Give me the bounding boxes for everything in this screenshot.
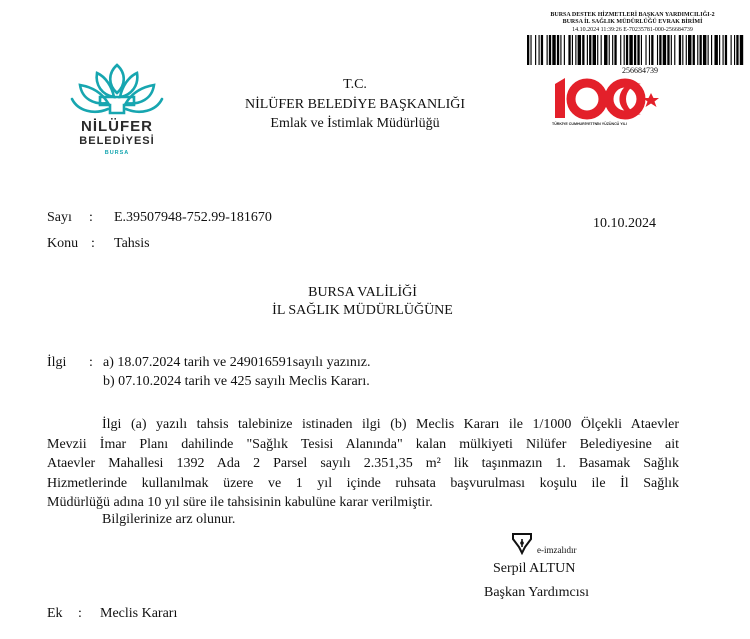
body-line: Müdürlüğü adına 10 yıl süre ile tahsisinin kabulüne karar verilmiştir.: [47, 495, 433, 510]
header-tc: T.C.: [343, 77, 367, 92]
konu-value: Tahsis: [114, 236, 150, 251]
attachment-value: Meclis Kararı: [100, 606, 178, 621]
centennial-100-logo-icon: [551, 76, 671, 122]
logo-subtitle: BELEDİYESİ: [79, 135, 155, 147]
recipient-line-2: İL SAĞLIK MÜDÜRLÜĞÜNE: [272, 303, 453, 318]
stamp-line-3: 14.10.2024 11:39:26 E-70235781-000-256684739: [572, 27, 693, 33]
logo-name: NİLÜFER: [81, 118, 153, 135]
konu-label: Konu: [47, 236, 79, 251]
barcode-number: 256684739: [622, 66, 658, 75]
ilgi-label: İlgi: [47, 355, 67, 370]
sayi-value: E.39507948-752.99-181670: [114, 210, 272, 225]
ilgi-item-a: a) 18.07.2024 tarih ve 249016591sayılı yazınız.: [103, 355, 371, 370]
esign-note: e-imzalıdır: [537, 545, 577, 555]
attachment-label: Ek: [47, 606, 63, 621]
fountain-pen-icon: [510, 531, 534, 555]
ilgi-item-b: b) 07.10.2024 tarih ve 425 sayılı Meclis Kararı.: [103, 374, 370, 389]
sayi-colon: :: [89, 210, 93, 225]
logo-city: BURSA: [104, 150, 130, 156]
signer-name: Serpil ALTUN: [493, 561, 576, 576]
recipient-line-1: BURSA VALİLİĞİ: [308, 285, 417, 300]
body-line: İlgi (a) yazılı tahsis talebinize istinaden ilgi (b) Meclis Kararı ile 1/1000 Ölçekli Ataevler: [102, 417, 679, 432]
body-line: Mevzii İmar Planı dahilinde "Sağlık Tesisi Alanında" kalan mülkiyeti Nilüfer Belediyesine ait: [47, 436, 679, 452]
body-line: Ataevler Mahallesi 1392 Ada 2 Parsel sayılı 2.351,35 m² lik taşınmazın 1. Basamak Sağlık: [47, 456, 679, 471]
sayi-label: Sayı: [47, 210, 72, 225]
document-date: 10.10.2024: [593, 216, 656, 231]
body-paragraph: [47, 415, 679, 513]
centennial-caption: TÜRKİYE CUMHURİYETİ'NİN YÜZÜNCÜ YILI: [552, 122, 627, 126]
header-department: Emlak ve İstimlak Müdürlüğü: [270, 116, 440, 131]
barcode-icon: [527, 35, 744, 65]
stamp-line-2: BURSA İL SAĞLIK MÜDÜRLÜĞÜ EVRAK BİRİMİ: [562, 19, 703, 25]
konu-colon: :: [91, 236, 95, 251]
header-institution: NİLÜFER BELEDİYE BAŞKANLIĞI: [244, 97, 466, 112]
body-line: Hizmetlerinde kullanılmak üzere ve 1 yıl içinde ruhsata başvurulması koşulu ile İl Sağlık: [47, 475, 679, 491]
ilgi-colon: :: [89, 355, 93, 370]
attachment-colon: :: [78, 606, 82, 621]
closing-sentence: Bilgilerinize arz olunur.: [102, 512, 236, 527]
stamp-line-1: BURSA DESTEK HİZMETLERİ BAŞKAN YARDIMCILIĞI-2: [550, 12, 715, 18]
signer-title: Başkan Yardımcısı: [484, 585, 589, 600]
